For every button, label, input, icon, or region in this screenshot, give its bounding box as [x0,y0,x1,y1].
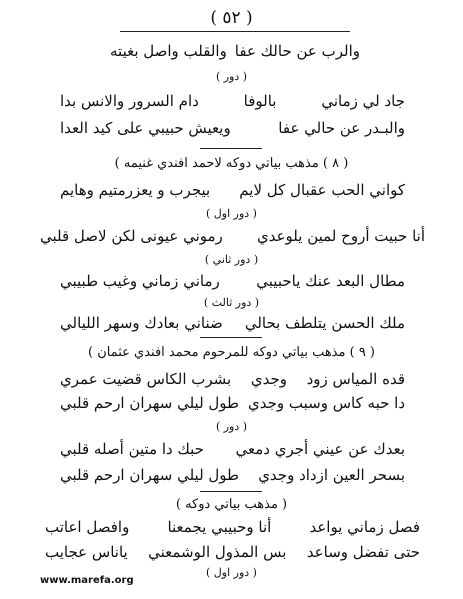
dawr-label: ( دور اول ) [206,207,257,220]
hemistich: فصل زماني يواعد [309,518,420,536]
verse-line [110,42,360,60]
hemistich: طول ليلي سهران ارحم قلبي [60,394,239,412]
header-rule [120,31,350,32]
hemistich: والقلب واصل بغيته [110,42,227,60]
section-header-9: ( ٩ ) مذهب بياتي دوكه للمرحوم محمد افندي عثمان ) [87,345,376,360]
hemistich: بشرب الكاس قضيت عمري [60,370,232,388]
verse-line [60,370,405,388]
hemistich: ياناس عجايب [45,543,128,561]
dawr-label: ( دور ) [215,420,248,433]
verse-line [45,518,420,536]
verse-line [40,227,425,245]
hemistich: رماني زماني وغيب طبيبي [60,272,220,290]
hemistich: بعدك عن عيني أجري دمعي [235,440,405,458]
hemistich: حبك دا متين أصله قلبي [60,440,204,458]
hemistich: والرب عن حالك عفا [234,42,360,60]
hemistich: ملك الحسن يتلطف بحالي [244,314,405,332]
hemistich: قده المياس زود [306,370,405,388]
hemistich: ضناني بعادك وسهر الليالي [60,314,223,332]
page-number: ( ٥٢ ) [210,8,253,28]
verse-line [60,314,405,332]
hemistich: كواني الحب عقبال كل لايم [239,181,405,199]
section-divider [200,491,262,492]
section-header-10: ( مذهب بياتي دوكه ) [175,497,288,512]
hemistich: أنا حبيت أروح لمين يلوعدي [256,227,425,245]
verse-line [60,466,405,484]
dawr-label: ( دور ) [215,70,248,83]
section-divider [200,337,262,338]
section-divider [200,148,262,149]
verse-line [60,394,405,412]
section-header-8: ( ٨ ) مذهب بياتي دوكه لاحمد افندي غنيمه ) [114,156,349,171]
hemistich: ويعيش حبيبي على كيد العدا [60,119,231,137]
dawr-label: ( دور ثاني ) [204,253,259,266]
hemistich: أنا وحبيبي يجمعنا [167,518,272,536]
dawr-label: ( دور ثالث ) [203,296,260,309]
verse-line [45,543,420,561]
hemistich: دام السرور والانس بدا [60,92,199,110]
hemistich: حتى تفضل وساعد [306,543,420,561]
hemistich: مطال البعد عنك ياحبيبي [256,272,405,290]
hemistich: وجدي [250,370,287,388]
verse-line [60,181,405,199]
verse-line [60,440,405,458]
hemistich: بيجرب و يعزرمتيم وهايم [60,181,211,199]
footer-url[interactable]: www.marefa.org [40,575,134,586]
hemistich: بس المذول الوشمعني [148,543,287,561]
verse-line [60,119,405,137]
hemistich: طول ليلي سهران ارحم قلبي [60,466,239,484]
hemistich: جاد لي زماني [321,92,405,110]
hemistich: وافصل اعاتب [45,518,130,536]
verse-line [60,272,405,290]
hemistich: دا حبه كاس وسبب وجدي [248,394,405,412]
hemistich: والبـدر عن حالي عفا [278,119,405,137]
verse-line [60,92,405,110]
hemistich: بالوفا [243,92,277,110]
hemistich: رموني عيونى لكن لاصل قلبي [40,227,223,245]
hemistich: بسحر العين ازداد وجدي [258,466,405,484]
dawr-label: ( دور اول ) [206,566,257,579]
